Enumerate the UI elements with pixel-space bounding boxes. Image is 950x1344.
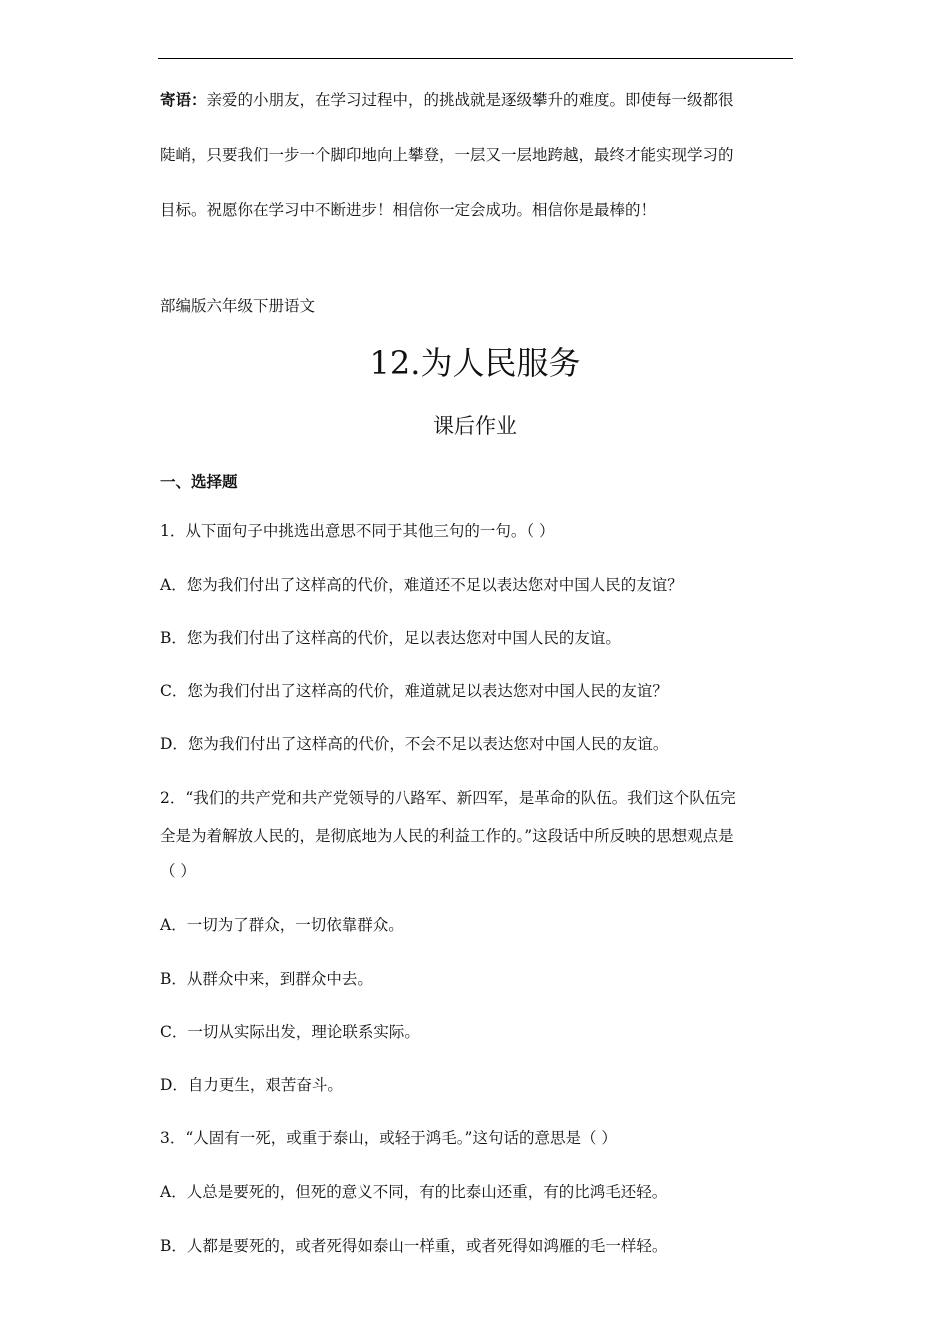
question-1-option-c: C．您为我们付出了这样高的代价，难道就足以表达您对中国人民的友谊？: [160, 682, 668, 700]
question-1-stem: 1．从下面句子中挑选出意思不同于其他三句的一句。（ ）: [160, 522, 555, 540]
header-rule: [158, 58, 793, 59]
page-subtitle: 课后作业: [433, 414, 517, 438]
greeting-line-1: [160, 90, 734, 110]
question-3-option-b: B．人都是要死的，或者死得如泰山一样重，或者死得如鸿雁的毛一样轻。: [160, 1237, 668, 1255]
question-2-stem-line-1: 2．“我们的共产党和共产党领导的八路军、新四军，是革命的队伍。我们这个队伍完: [160, 789, 736, 807]
question-3-stem: 3．“人固有一死，或重于泰山，或轻于鸿毛。”这句话的意思是（ ）: [160, 1129, 617, 1147]
question-2-option-d: D．自力更生，艰苦奋斗。: [160, 1076, 343, 1094]
page-title: 12.为人民服务: [369, 344, 581, 382]
question-1-option-d: D．您为我们付出了这样高的代价，不会不足以表达您对中国人民的友谊。: [160, 735, 669, 753]
question-2-option-a: A．一切为了群众，一切依靠群众。: [160, 916, 404, 934]
question-3-option-a: A．人总是要死的，但死的意义不同，有的比泰山还重，有的比鸿毛还轻。: [160, 1183, 668, 1201]
question-2-stem-line-3: （ ）: [160, 862, 196, 880]
greeting-text-1: 亲爱的小朋友，在学习过程中，的挑战就是逐级攀升的难度。即使每一级都很: [206, 91, 734, 109]
question-1-option-a: A．您为我们付出了这样高的代价，难道还不足以表达您对中国人民的友谊？: [160, 576, 683, 594]
subject-label: 部编版六年级下册语文: [160, 297, 316, 315]
section-heading: 一、选择题: [160, 472, 238, 491]
question-2-option-b: B．从群众中来，到群众中去。: [160, 970, 373, 988]
question-2-stem-line-2: 全是为着解放人民的，是彻底地为人民的利益工作的。”这段话中所反映的思想观点是: [160, 827, 734, 845]
greeting-line-3: 目标。祝愿你在学习中不断进步！相信你一定会成功。相信你是最棒的！: [160, 201, 657, 219]
greeting-line-2: 陡峭，只要我们一步一个脚印地向上攀登，一层又一层地跨越，最终才能实现学习的: [160, 146, 734, 164]
question-2-option-c: C．一切从实际出发，理论联系实际。: [160, 1023, 420, 1041]
greeting-label: 寄语：: [160, 90, 207, 109]
question-1-option-b: B．您为我们付出了这样高的代价，足以表达您对中国人民的友谊。: [160, 629, 621, 647]
